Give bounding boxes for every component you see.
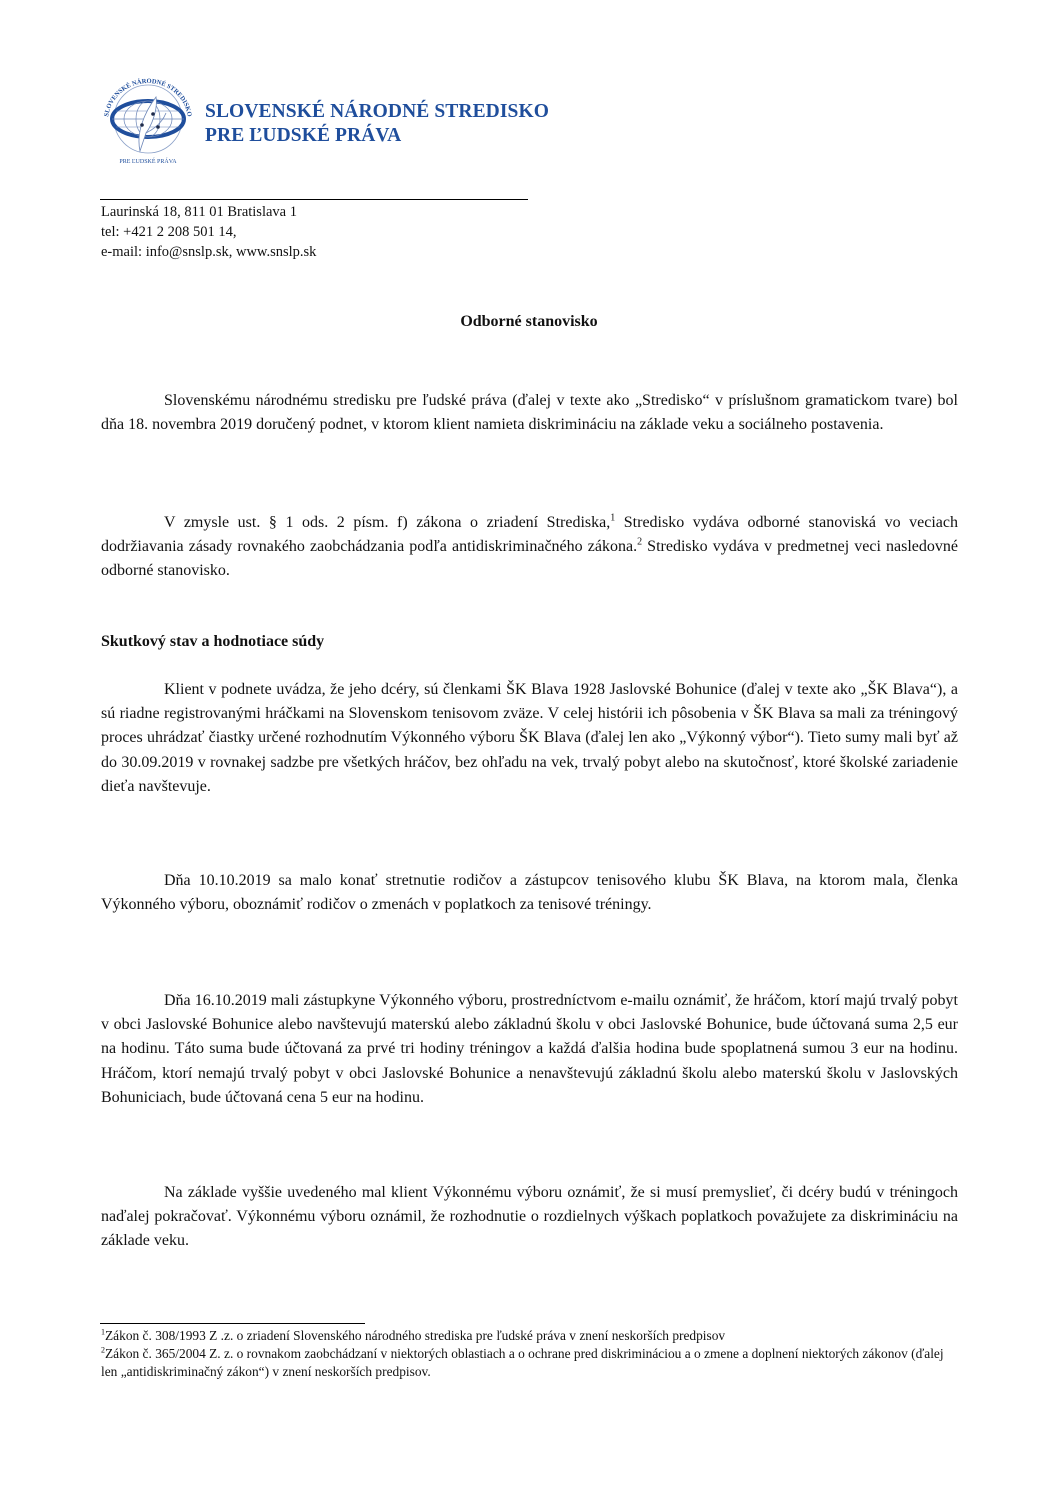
svg-text:SLOVENSKÉ NÁRODNÉ STREDISKO: SLOVENSKÉ NÁRODNÉ STREDISKO bbox=[103, 77, 193, 118]
paragraph-facts-2: Dňa 10.10.2019 sa malo konať stretnutie rodičov a zástupcov tenisového klubu ŠK Blava, na ktorom mala, členka Výkonného výboru, oboznámiť rodičov o zmenách v poplatkoch za tenisové tréningy. bbox=[101, 872, 958, 914]
svg-text:PRE ĽUDSKÉ PRÁVA: PRE ĽUDSKÉ PRÁVA bbox=[119, 159, 177, 165]
footnote-divider bbox=[100, 1323, 365, 1324]
document-title: Odborné stanovisko bbox=[460, 313, 598, 330]
organization-name-line1: SLOVENSKÉ NÁRODNÉ STREDISKO bbox=[205, 101, 550, 122]
globe-dove-logo-icon bbox=[96, 73, 200, 167]
footnotes bbox=[101, 1327, 961, 1381]
contact-email-web: e-mail: info@snslp.sk, www.snslp.sk bbox=[101, 244, 317, 260]
paragraph-facts-4: Na základe vyššie uvedeného mal klient Výkonnému výboru oznámiť, že si musí premyslieť, či dcéry budú v tréningoch naďalej pokračovať. Výkonnému výboru oznámil, že rozhodnutie o rozdielnych výškach poplatkoch považujete za diskrimináciu na základe veku. bbox=[101, 1184, 958, 1250]
paragraph-facts-3: Dňa 16.10.2019 mali zástupkyne Výkonného výboru, prostredníctvom e-mailu oznámiť, že hráčom, ktorí majú trvalý pobyt v obci Jaslovské Bohunice alebo navštevujú materskú alebo základnú školu v obci Jaslovské Bohunice, bude účtovaná suma 2,5 eur na hodinu. Táto suma bude účtovaná za prvé tri hodiny tréningov a každá ďalšia hodina bude spoplatnená sumou 3 eur na hodinu. Hráčom, ktorí nemajú trvalý pobyt v obci Jaslovské Bohunice a nenavštevujú základnú školu alebo materskú školu v Jaslovských Bohuniciach, bude účtovaná cena 5 eur na hodinu. bbox=[101, 992, 958, 1106]
section-heading: Skutkový stav a hodnotiace súdy bbox=[101, 633, 325, 650]
footnote-ref-1[interactable]: 1 bbox=[610, 512, 616, 524]
paragraph-intro: Slovenskému národnému stredisku pre ľudské práva (ďalej v texte ako „Stredisko“ v príslušnom gramatickom tvare) bol dňa 18. novembra 2019 doručený podnet, v ktorom klient namieta diskrimináciu na základe veku a sociálneho postavenia. bbox=[101, 392, 958, 434]
contact-address: Laurinská 18, 811 01 Bratislava 1 bbox=[101, 204, 297, 220]
contact-phone: tel: +421 2 208 501 14, bbox=[101, 224, 237, 240]
organization-logo bbox=[96, 73, 200, 167]
footnote-1: $^1$Zákon č. 308/1993 Z .z. o zriadení Slovenského národného strediska pre ľudské práva v znení neskorších predpisov bbox=[101, 1327, 726, 1343]
paragraph-facts-1: Klient v podnete uvádza, že jeho dcéry, sú členkami ŠK Blava 1928 Jaslovské Bohunice (ďalej v texte ako „ŠK Blava“), a sú riadne registrovanými hráčkami na Slovenskom tenisovom zväze. V celej histórii ich pôsobenia v ŠK Blava sa mali za tréningový proces uhrádzať čiastky určené rozhodnutím Výkonného výboru ŠK Blava (ďalej len ako „Výkonný výbor“). Tieto sumy mali byť až do 30.09.2019 v rovnakej sadzbe pre všetkých hráčov, bez ohľadu na vek, trvalý pobyt alebo na skutočnosť, ktoré školské zariadenie dieťa navštevuje. bbox=[101, 681, 958, 795]
paragraph-legal-basis: V zmysle ust. § 1 ods. 2 písm. f) zákona o zriadení Strediska,$^1$ Stredisko vydáva odborné stanoviská vo veciach dodržiavania zásady rovnakého zaobchádzania podľa antidiskriminačného zákona.$^2$ Stredisko vydáva v predmetnej veci nasledovné odborné stanovisko. bbox=[101, 512, 958, 580]
header-divider bbox=[100, 199, 528, 200]
footnote-ref-2[interactable]: 2 bbox=[637, 536, 643, 548]
contact-block bbox=[101, 202, 316, 262]
footnote-2: $^2$Zákon č. 365/2004 Z. z. o rovnakom zaobchádzaní v niektorých oblastiach a o ochrane pred diskrimináciou a o zmene a doplnení niektorých zákonov (ďalej len „antidiskriminačný zákon“) v znení neskorších predpisov. bbox=[101, 1345, 944, 1379]
organization-name bbox=[205, 100, 549, 148]
organization-name-line2: PRE ĽUDSKÉ PRÁVA bbox=[205, 125, 402, 146]
